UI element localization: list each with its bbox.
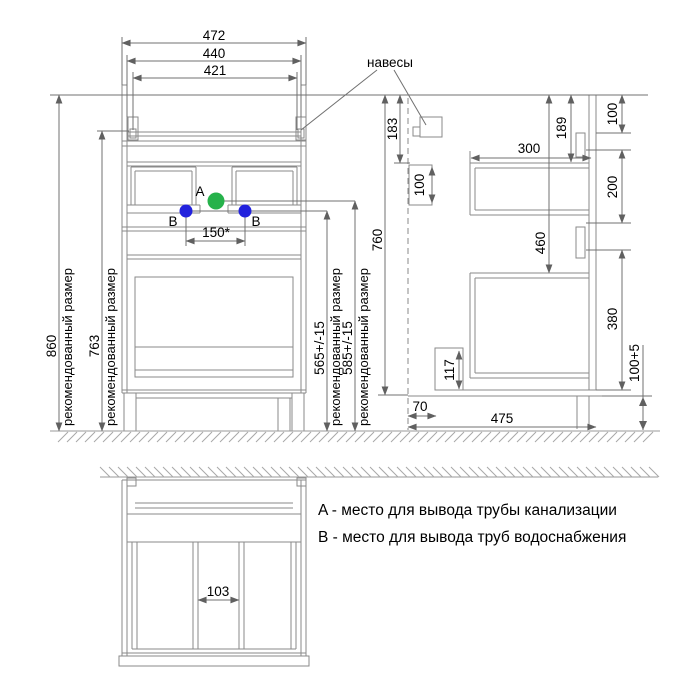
point-a-marker <box>208 193 225 210</box>
point-b-marker-left <box>180 205 193 218</box>
recommended-size-label-1: рекомендованный размер <box>60 268 75 426</box>
dim-label-475: 475 <box>490 411 514 426</box>
legend <box>318 502 626 546</box>
front-view-linework <box>122 85 306 431</box>
dim-label-150: 150* <box>202 225 230 240</box>
recommended-size-label-4: рекомендованный размер <box>356 268 371 426</box>
hinges-leader-left <box>301 70 377 130</box>
dim-label-565: 565+/-15 <box>312 321 327 375</box>
dim-label-472: 472 <box>202 28 226 43</box>
point-b-marker-right <box>239 205 252 218</box>
recommended-size-label-3: рекомендованный размер <box>328 268 343 426</box>
dim-label-183: 183 <box>385 117 400 141</box>
hinges-label: навесы <box>367 55 413 70</box>
hinges-leader-right <box>394 70 426 125</box>
wall-hatch <box>100 467 659 477</box>
dim-label-860: 860 <box>44 334 59 358</box>
dim-label-189: 189 <box>554 116 569 140</box>
dim-label-760: 760 <box>370 228 385 252</box>
legend-line-b: B - место для вывода труб водоснабжения <box>318 529 627 546</box>
dim-label-763: 763 <box>87 334 102 358</box>
legend-line-a: A - место для вывода трубы канализации <box>318 502 617 519</box>
floor-hatch <box>58 432 653 442</box>
annotation-labels <box>168 55 412 229</box>
dim-label-421: 421 <box>203 63 227 78</box>
dim-label-440: 440 <box>202 46 226 61</box>
side-view-linework <box>408 95 602 430</box>
point-b-label-right: B <box>251 214 261 229</box>
dim-label-103: 103 <box>206 584 230 599</box>
dim-label-100plus5: 100+5 <box>627 344 642 382</box>
bottom-view-linework <box>119 478 309 666</box>
dim-label-380: 380 <box>605 307 620 331</box>
point-b-label-left: B <box>168 214 178 229</box>
recommended-size-label-2: рекомендованный размер <box>103 268 118 426</box>
dim-label-70: 70 <box>412 399 428 414</box>
dim-label-200: 200 <box>605 175 620 199</box>
point-a-label: A <box>195 184 205 199</box>
hinge-bracket-bottom-left <box>127 478 136 486</box>
dim-label-585: 585+/-15 <box>340 321 355 375</box>
dim-label-300: 300 <box>517 141 541 156</box>
dim-label-100-rail: 100 <box>412 173 427 197</box>
dim-label-460: 460 <box>533 231 548 255</box>
dim-label-117: 117 <box>442 359 457 381</box>
dim-label-100-top: 100 <box>605 102 620 126</box>
